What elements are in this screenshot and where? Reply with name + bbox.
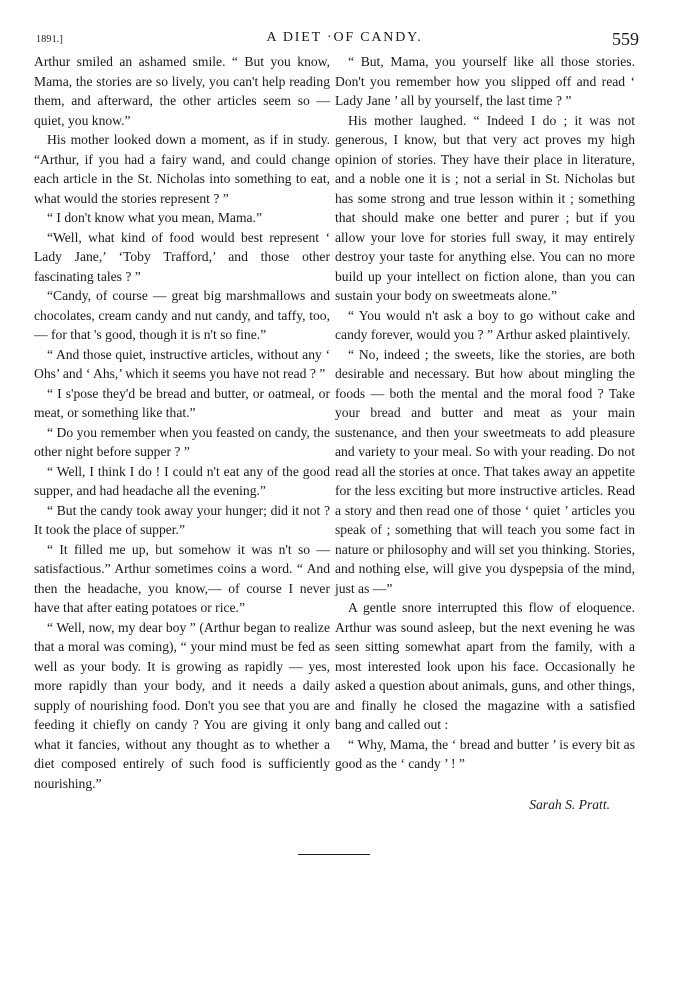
paragraph: “Well, what kind of food would best represent ‘ Lady Jane,’ ‘Toby Trafford,’ and those other fascinating tales ? ” bbox=[34, 229, 330, 284]
paragraph: “ No, indeed ; the sweets, like the stories, are both desirable and necessary. But how about mingling the foods — both the mental and the moral food ? Take your bread and butter and meat as your main sustenance, and then your sweetmeats to add pleasure and variety to your meal. So with your reading. Do not read all the stories at once. That takes away an appetite for the less exciting but more instructive articles. Read a story and then read one of those ‘ quiet ’ articles you speak of ; something that will teach you some fact in nature or philosophy and will set you thinking. Stories, and nothing else, will give you dyspepsia of the mind, just as —” bbox=[335, 346, 635, 596]
paragraph: “ Do you remember when you feasted on candy, the other night before supper ? ” bbox=[34, 424, 330, 459]
paragraph: His mother looked down a moment, as if in study. “Arthur, if you had a fairy wand, and could change each article in the St. Nicholas into something to eat, what would the stories represent ? ” bbox=[34, 132, 330, 206]
paragraph: “ But the candy took away your hunger; did it not ? It took the place of supper.” bbox=[34, 502, 330, 537]
paragraph: “ I don't know what you mean, Mama.” bbox=[47, 210, 262, 225]
paragraph: His mother laughed. “ Indeed I do ; it was not generous, I know, but that very act proves my high opinion of stories. They have their place in literature, and a noble one it is ; not a serial in St. Nicholas but has some strong and true lesson within it ; something that should make one better and purer ; but if you allow your love for stories full sway, it may entirely destroy your taste for anything else. You can no more build up your intellect on fiction alone, than you can sustain your body on sweetmeats alone.” bbox=[335, 112, 635, 303]
paragraph: “ It filled me up, but somehow it was n't so — satisfactious.” Arthur sometimes coins a word. “ And then the headache, you know,— of course I never have that after eating potatoes or rice.” bbox=[34, 541, 330, 615]
paragraph: “ Well, now, my dear boy ” (Arthur began to realize that a moral was coming), “ your mind must be fed as well as your body. It is growing as rapidly — yes, more rapidly than your body, and it needs a daily supply of nourishing food. Don't you see that you are feeding it chiefly on candy ? You are giving it only what it fancies, without any thought as to whether a diet composed entirely of such food is sufficiently nourishing.” bbox=[34, 619, 330, 791]
header-year: 1891.] bbox=[36, 34, 64, 45]
paragraph: “ You would n't ask a boy to go without cake and candy forever, would you ? ” Arthur asked plaintively. bbox=[335, 307, 635, 342]
page-number: 559 bbox=[612, 29, 639, 49]
paragraph: “ Why, Mama, the ‘ bread and butter ’ is every bit as good as the ‘ candy ’ ! ” bbox=[335, 736, 635, 771]
paragraph: Arthur smiled an ashamed smile. “ But you know, Mama, the stories are so lively, you can't help reading them, and afterward, the other articles seem so — quiet, you know.” bbox=[34, 54, 330, 128]
paragraph: “Candy, of course — great big marshmallows and chocolates, cream candy and nut candy, and taffy, too,— for that 's good, though it is n't so fine.” bbox=[34, 288, 330, 342]
section-divider bbox=[298, 854, 370, 855]
paragraph: “ I s'pose they'd be bread and butter, or oatmeal, or meat, or something like that.” bbox=[34, 385, 330, 420]
right-column bbox=[335, 52, 635, 774]
paragraph: “ And those quiet, instructive articles, without any ‘ Ohs’ and ‘ Ahs,’ which it seems you have not read ? ” bbox=[34, 346, 330, 381]
author-signature: Sarah S. Pratt. bbox=[529, 797, 610, 812]
paragraph: “ But, Mama, you yourself like all those stories. Don't you remember how you slipped off and read ‘ Lady Jane ’ all by yourself, the last time ? ” bbox=[335, 54, 635, 108]
left-column bbox=[34, 52, 330, 793]
header-title: A DIET ·OF CANDY. bbox=[266, 30, 423, 45]
paragraph: A gentle snore interrupted this flow of eloquence. Arthur was sound asleep, but the next evening he was seen sitting somewhat apart from the family, with a most interested look upon his face. Occasionally he asked a question about animals, guns, and other things, and finally he closed the magazine with a satisfied bang and called out : bbox=[335, 600, 635, 732]
paragraph: “ Well, I think I do ! I could n't eat any of the good supper, and had headache all the evening.” bbox=[34, 463, 330, 498]
